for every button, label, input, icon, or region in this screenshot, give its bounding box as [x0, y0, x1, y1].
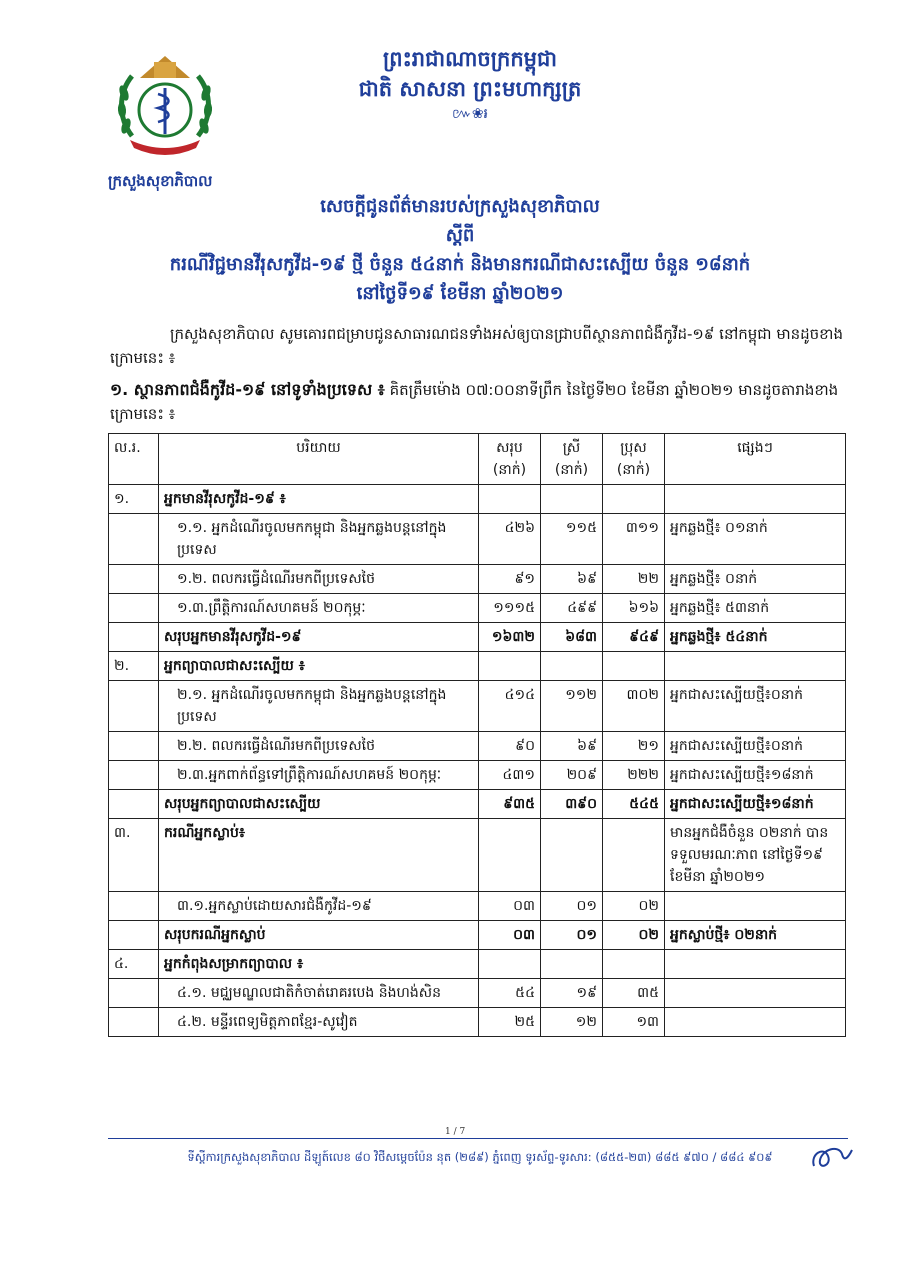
table-row	[109, 950, 846, 979]
table-row	[109, 681, 846, 732]
row-female	[541, 819, 603, 892]
title-line4: នៅថ្ងៃទី១៩ ខែមីនា ឆ្នាំ២០២១	[356, 283, 564, 304]
row-male: ៣០២	[603, 681, 665, 732]
covid-status-table	[108, 433, 846, 1037]
row-male: ៣៥	[603, 979, 665, 1008]
row-description: ករណីអ្នកស្លាប់៖	[159, 819, 479, 892]
row-female	[541, 950, 603, 979]
ornament: ៚❀៛	[452, 106, 488, 122]
row-number	[109, 681, 159, 732]
kingdom-header	[330, 44, 610, 124]
document-title	[100, 192, 820, 308]
row-female: ៦៩	[541, 732, 603, 761]
row-other	[665, 1008, 846, 1037]
row-female: ១១៥	[541, 514, 603, 565]
row-total	[479, 819, 541, 892]
kingdom-line1: ព្រះរាជាណាចក្រកម្ពុជា	[382, 47, 557, 71]
row-other: អ្នកស្លាប់ថ្មី៖ ០២នាក់	[665, 921, 846, 950]
row-total: ៤១៤	[479, 681, 541, 732]
title-line3: ករណីវិជ្ជមានវីរុសកូវីដ-១៩ ថ្មី ចំនួន ៥៤នាក់ និងមានករណីជាសះស្បើយ ចំនួន ១៨នាក់	[169, 254, 751, 275]
table-row	[109, 514, 846, 565]
row-total: ៩០	[479, 732, 541, 761]
ministry-label: ក្រសួងសុខាភិបាល	[108, 172, 213, 190]
row-female: ១២	[541, 1008, 603, 1037]
row-description: ៤.២. មន្ទីរពេទ្យមិត្តភាពខ្មែរ-សូវៀត	[159, 1008, 479, 1037]
row-total	[479, 950, 541, 979]
row-number	[109, 761, 159, 790]
row-female: ៣៩០	[541, 790, 603, 819]
title-line1: សេចក្តីជូនព័ត៌មានរបស់ក្រសួងសុខាភិបាល	[320, 196, 600, 217]
row-female: ៦៨៣	[541, 623, 603, 652]
row-description: អ្នកព្យាបាលជាសះស្បើយ ៖	[159, 652, 479, 681]
row-other: អ្នកជាសះស្បើយថ្មី៖០នាក់	[665, 732, 846, 761]
table-row	[109, 921, 846, 950]
row-description: ២.៣.អ្នកពាក់ព័ន្ធទៅព្រឹត្តិការណ៍សហគមន៍ ២០កុម្ភៈ	[159, 761, 479, 790]
row-other: អ្នកឆ្លងថ្មី៖ ០នាក់	[665, 565, 846, 594]
table-row	[109, 819, 846, 892]
row-female: ៦៩	[541, 565, 603, 594]
row-description: អ្នកកំពុងសម្រាកព្យាបាល ៖	[159, 950, 479, 979]
table-body	[109, 485, 846, 1037]
row-total: ០៣	[479, 921, 541, 950]
row-male: ៣១១	[603, 514, 665, 565]
header-male: ប្រុស (នាក់)	[603, 434, 665, 485]
table-row	[109, 979, 846, 1008]
row-other: អ្នកឆ្លងថ្មី៖ ៥៤នាក់	[665, 623, 846, 652]
row-male: ៥៤៥	[603, 790, 665, 819]
row-number: ៤.	[109, 950, 159, 979]
row-other	[665, 652, 846, 681]
row-female	[541, 652, 603, 681]
row-description: ២.២. ពលករធ្វើដំណើរមកពីប្រទេសថៃ	[159, 732, 479, 761]
row-number	[109, 732, 159, 761]
row-description: ១.១. អ្នកដំណើរចូលមកកម្ពុជា និងអ្នកឆ្លងបន្តនៅក្នុងប្រទេស	[159, 514, 479, 565]
row-other	[665, 485, 846, 514]
row-female: ២០៩	[541, 761, 603, 790]
row-total: ៥៤	[479, 979, 541, 1008]
row-number	[109, 594, 159, 623]
section1-heading: ១. ស្ថានភាពជំងឺកូវីដ-១៩ នៅទូទាំងប្រទេស ៖	[110, 380, 385, 399]
row-total: ១១១៥	[479, 594, 541, 623]
row-description: ១.៣.ព្រឹត្តិការណ៍សហគមន៍ ២០កុម្ភៈ	[159, 594, 479, 623]
row-male: ២១	[603, 732, 665, 761]
header-female: ស្រី (នាក់)	[541, 434, 603, 485]
row-number: ៣.	[109, 819, 159, 892]
table-row	[109, 652, 846, 681]
row-other	[665, 979, 846, 1008]
header-total: សរុប (នាក់)	[479, 434, 541, 485]
row-description: ២.១. អ្នកដំណើរចូលមកកម្ពុជា និងអ្នកឆ្លងបន្តនៅក្នុងប្រទេស	[159, 681, 479, 732]
row-description: សរុបករណីអ្នកស្លាប់	[159, 921, 479, 950]
table-row	[109, 594, 846, 623]
row-total: ២៥	[479, 1008, 541, 1037]
row-number	[109, 979, 159, 1008]
row-number: ១.	[109, 485, 159, 514]
row-total	[479, 485, 541, 514]
row-male: ៩៤៩	[603, 623, 665, 652]
row-other: អ្នកជាសះស្បើយថ្មី៖១៨នាក់	[665, 761, 846, 790]
row-male	[603, 485, 665, 514]
row-total: ១៦៣២	[479, 623, 541, 652]
row-number: ២.	[109, 652, 159, 681]
section1-paragraph	[110, 378, 845, 426]
row-male	[603, 652, 665, 681]
row-description: អ្នកមានវីរុសកូវីដ-១៩ ៖	[159, 485, 479, 514]
row-total: ៩៣៥	[479, 790, 541, 819]
row-total: ៩១	[479, 565, 541, 594]
footer-address: ទីស្តីការក្រសួងសុខាភិបាល ដីឡូត៍លេខ ៨០ វិថីសម្តេចប៉ែន នុត (២៨៩) ភ្នំពេញ ទូរស័ព្ទ-ទូរសារ: (៨៥៥-២៣) ៨៨៥ ៩៧០ / ៨៨៤ ៩០៩	[187, 1150, 773, 1164]
row-male: ១៣	[603, 1008, 665, 1037]
row-description: ៣.១.អ្នកស្លាប់ដោយសារជំងឺកូវីដ-១៩	[159, 892, 479, 921]
row-male	[603, 819, 665, 892]
row-other: អ្នកជាសះស្បើយថ្មី៖០នាក់	[665, 681, 846, 732]
row-female: ០១	[541, 892, 603, 921]
row-other	[665, 892, 846, 921]
row-other: អ្នកឆ្លងថ្មី៖ ៥៣នាក់	[665, 594, 846, 623]
row-total: ៤៣១	[479, 761, 541, 790]
row-other: អ្នកឆ្លងថ្មី៖ ០១នាក់	[665, 514, 846, 565]
header-no: ល.រ.	[109, 434, 159, 485]
row-total	[479, 652, 541, 681]
row-description: សរុបអ្នកព្យាបាលជាសះស្បើយ	[159, 790, 479, 819]
row-female: ១១២	[541, 681, 603, 732]
ministry-logo	[110, 48, 220, 168]
table-row	[109, 732, 846, 761]
row-other	[665, 950, 846, 979]
row-male: ២២	[603, 565, 665, 594]
row-female: ០១	[541, 921, 603, 950]
table-row	[109, 790, 846, 819]
row-number	[109, 921, 159, 950]
row-other: អ្នកជាសះស្បើយថ្មី៖១៨នាក់	[665, 790, 846, 819]
row-female	[541, 485, 603, 514]
table-row	[109, 761, 846, 790]
row-female: ៤៩៩	[541, 594, 603, 623]
row-total: ០៣	[479, 892, 541, 921]
row-female: ១៩	[541, 979, 603, 1008]
row-number	[109, 565, 159, 594]
kingdom-line2: ជាតិ សាសនា ព្រះមហាក្សត្រ	[358, 77, 582, 101]
section1-text: គិតត្រឹមម៉ោង ០៧:០០នាទីព្រឹក នៃថ្ងៃទី២០ ខែមីនា ឆ្នាំ២០២១ មានដូចតារាងខាងក្រោមនេះ ៖	[110, 381, 839, 423]
header-description: បរិយាយ	[159, 434, 479, 485]
row-description: ៤.១. មជ្ឈមណ្ឌលជាតិកំចាត់រោគរបេង និងហង់សិន	[159, 979, 479, 1008]
row-description: សរុបអ្នកមានវីរុសកូវីដ-១៩	[159, 623, 479, 652]
row-total: ៤២៦	[479, 514, 541, 565]
row-male: ០២	[603, 921, 665, 950]
table-row	[109, 892, 846, 921]
row-male	[603, 950, 665, 979]
table-row	[109, 565, 846, 594]
row-number	[109, 623, 159, 652]
title-line2: ស្តីពី	[445, 225, 475, 246]
row-number	[109, 892, 159, 921]
table-row	[109, 485, 846, 514]
table-row	[109, 623, 846, 652]
table-row	[109, 1008, 846, 1037]
row-male: ០២	[603, 892, 665, 921]
row-number	[109, 790, 159, 819]
header-other: ផ្សេងៗ	[665, 434, 846, 485]
page-number: 1 / 7	[445, 1127, 466, 1137]
row-description: ១.២. ពលករធ្វើដំណើរមកពីប្រទេសថៃ	[159, 565, 479, 594]
row-male: ៦១៦	[603, 594, 665, 623]
table-header-row	[109, 434, 846, 485]
row-male: ២២២	[603, 761, 665, 790]
intro-paragraph: ក្រសួងសុខាភិបាល សូមគោរពជម្រាបជូនសាធារណជនទាំងអស់ឲ្យបានជ្រាបពីស្ថានភាពជំងឺកូវីដ-១៩ នៅកម្ពុជា មានដូចខាងក្រោមនេះ ៖	[110, 325, 843, 367]
row-number	[109, 1008, 159, 1037]
signature-mark	[808, 1140, 854, 1174]
row-number	[109, 514, 159, 565]
row-other: មានអ្នកជំងឺចំនួន ០២នាក់ បានទទួលមរណៈភាព នៅថ្ងៃទី១៩ ខែមីនា ឆ្នាំ២០២១	[665, 819, 846, 892]
footer-divider	[108, 1138, 848, 1139]
